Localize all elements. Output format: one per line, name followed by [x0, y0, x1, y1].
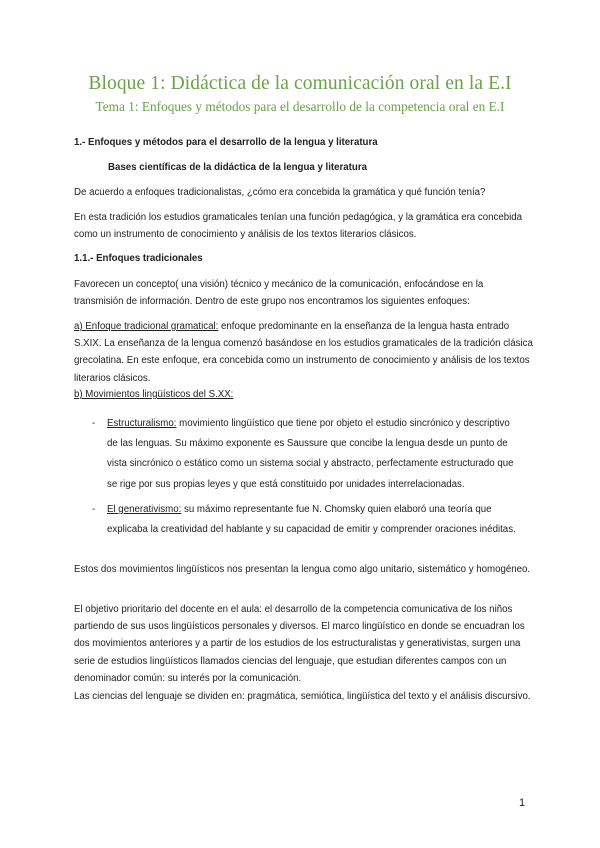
section-heading-1: 1.- Enfoques y métodos para el desarrollo de la lengua y literatura	[74, 137, 378, 148]
list-dash: -	[92, 418, 96, 429]
paragraph-1: En esta tradición los estudios gramaticales tenían una función pedagógica, y la gramática era concebida como un instrumento de conocimiento y análisis de los textos literarios clásicos.	[74, 212, 523, 241]
enfoque-a-label: a) Enfoque tradicional gramatical:	[74, 321, 219, 332]
generativismo-text: su máximo representante fue N. Chomsky quien elaboró una teoría que explicaba la creatividad del hablante y su capacidad de emitir y comprender oraciones inéditas.	[107, 504, 516, 536]
list-item-estructuralismo	[74, 414, 544, 494]
generativismo-label: El generativismo:	[107, 504, 182, 515]
document-title: Bloque 1: Didáctica de la comunicación oral en la E.I	[88, 73, 512, 94]
paragraph-5: Las ciencias del lenguaje se dividen en: pragmática, semiótica, lingüística del texto y el análisis discursivo.	[74, 691, 531, 702]
section-heading-1-1: 1.1.- Enfoques tradicionales	[74, 253, 203, 264]
page-number: 1	[519, 797, 526, 809]
paragraph-4: El objetivo prioritario del docente en el aula: el desarrollo de la competencia comunicativa de los niños partiendo de sus usos lingüísticos personales y diversos. El marco lingüístico en donde se encuadran los dos movimientos anteriores y a partir de los estudios de los estructuralistas y generativistas, surgen una serie de estudios lingüísticos llamados ciencias del lenguaje, que estudian diferentes campos con un denominador común: su interés por la comunicación.	[74, 604, 525, 684]
enfoque-b-label: b) Movimientos lingüísticos del S.XX:	[74, 389, 234, 400]
subsection-heading: Bases científicas de la didáctica de la lengua y literatura	[108, 162, 367, 173]
list-item-generativismo	[74, 500, 544, 560]
question-paragraph: De acuerdo a enfoques tradicionalistas, ¿cómo era concebida la gramática y qué función tenía?	[74, 187, 486, 198]
list-dash: -	[92, 504, 96, 515]
paragraph-3: Estos dos movimientos lingüísticos nos presentan la lengua como algo unitario, sistemático y homogéneo.	[74, 564, 531, 575]
estructuralismo-label: Estructuralismo:	[107, 418, 177, 429]
document-subtitle: Tema 1: Enfoques y métodos para el desarrollo de la competencia oral en E.I	[95, 99, 505, 114]
estructuralismo-text: movimiento lingüístico que tiene por objeto el estudio sincrónico y descriptivo de las lenguas. Su máximo exponente es Saussure que concibe la lengua desde un punto de vista sincrónico o estático como un sistema social y abstracto, perfectamente estructurado que se rige por sus propias leyes y que está constituido por unidades interrelacionadas.	[107, 418, 514, 490]
paragraph-2: Favorecen un concepto( una visión) técnico y mecánico de la comunicación, enfocándose en la transmisión de información. Dentro de este grupo nos encontramos los siguientes enfoques:	[74, 279, 484, 308]
enfoque-a-paragraph	[74, 318, 534, 387]
enfoque-a-text: enfoque predominante en la enseñanza de la lengua hasta entrado S.XIX. La enseñanza de la lengua comenzó basándose en los estudios gramaticales de la tradición clásica grecolatina. En este enfoque, era concebida como un instrumento de conocimiento y análisis de los textos literarios clásicos.	[74, 321, 533, 384]
